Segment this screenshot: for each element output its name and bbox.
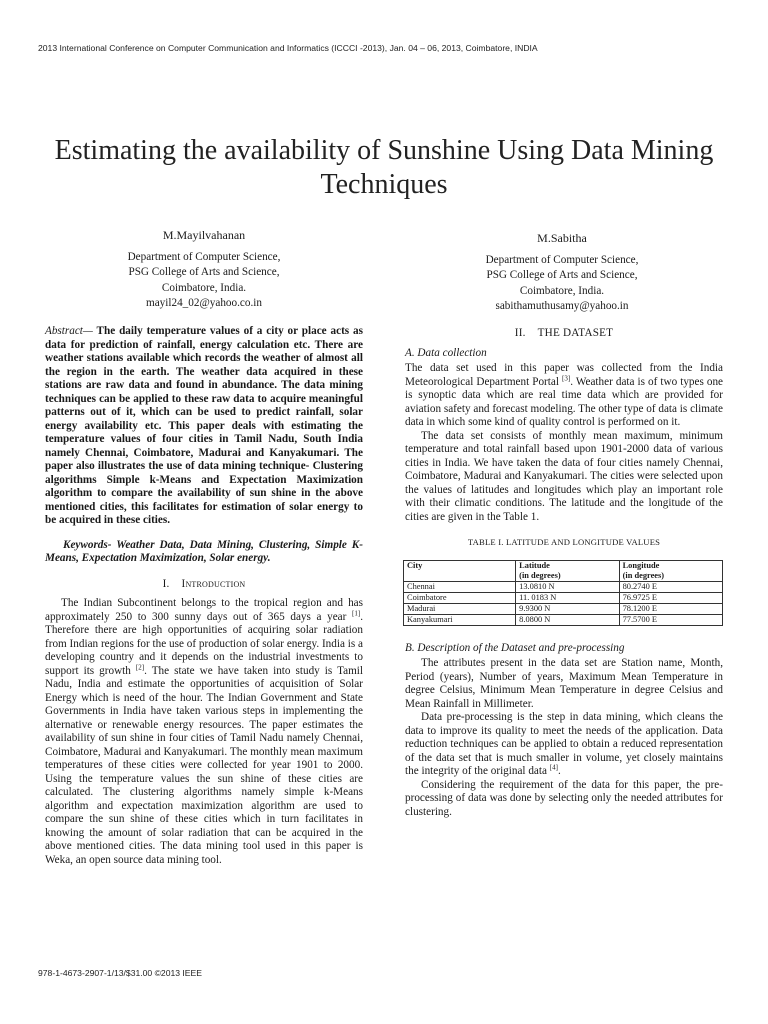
latitude-longitude-table <box>403 560 723 626</box>
table-header-cell: City <box>404 560 516 581</box>
abstract-text: The daily temperature values of a city or place acts as data for prediction of rainfall, energy calculation etc. There are weather stations available which records the weather of almost all the region in the earth. The weather data acquired in these stations are raw data and found in abundance. The data mining techniques can be applied to these raw data to acquire meaningful patterns out of it, which can be used to predict rainfall, solar energy availability etc. This paper deals with estimating the temperature values of four cities in Tamil Nadu, South India namely Chennai, Coimbatore, Madurai and Kanyakumari. The paper also illustrates the use of data mining technique- Clustering algorithms Simple k-Means and Expectation Maximization algorithm to compare the availability of sun shine in the above mentioned cities, this facilitates for estimation of solar energy to be acquired in these cities. <box>45 325 363 526</box>
table-caption: TABLE I. LATITUDE AND LONGITUDE VALUES <box>467 537 661 547</box>
author-name: M.Sabitha <box>537 231 587 245</box>
keywords: Keywords- Weather Data, Data Mining, Clustering, Simple K-Means, Expectation Maximization, Solar energy. <box>45 538 363 564</box>
author-name: M.Mayilvahanan <box>162 228 246 242</box>
abstract <box>45 325 363 528</box>
abstract-label: Abstract— <box>45 325 93 337</box>
subsection-description: B. Description of the Dataset and pre-processing <box>405 641 625 654</box>
table-row: Madurai 9.9300 N 78.1200 E <box>404 603 723 614</box>
subsection-data-collection: A. Data collection <box>405 346 487 359</box>
desc-paragraph-1: The attributes present in the data set are Station name, Month, Period (years), Number of years, Maximum Mean Temperature in degree Celsius, Minimum Mean Temperature in degree Celsius and Mean Rainfall in Millimeter. <box>405 657 723 710</box>
author-block-1 <box>64 228 344 312</box>
table-header-cell: Latitude (in degrees) <box>516 560 619 581</box>
desc-paragraph-3: Considering the requirement of the data for this paper, the pre-processing of data was done by selecting only the needed attributes for clustering. <box>405 778 723 818</box>
citation: [4] <box>549 763 558 772</box>
section-heading-introduction: I. Introduction <box>162 577 246 590</box>
author-college: PSG College of Arts and Science, <box>128 266 280 278</box>
conference-header: 2013 International Conference on Computer Communication and Informatics (ICCCI -2013), Jan. 04 – 06, 2013, Coimbatore, INDIA <box>38 43 538 53</box>
author-city: Coimbatore, India. <box>519 284 605 297</box>
copyright-footer: 978-1-4673-2907-1/13/$31.00 ©2013 IEEE <box>38 968 203 978</box>
left-column <box>45 325 363 867</box>
author-block-2 <box>422 231 702 315</box>
citation: [3] <box>562 373 571 382</box>
author-college: PSG College of Arts and Science, <box>486 269 638 281</box>
author-email: sabithamuthusamy@yahoo.in <box>495 300 629 312</box>
dataset-paragraph-1: The data set used in this paper was collected from the India Meteorological Department Portal [3]. Weather data is of two types one is synoptic data which are real time data which are provided for aviation safety and forecast modeling. The other type of data is climate data in which some kind of quality control is performed on it. <box>405 362 724 428</box>
author-dept: Department of Computer Science, <box>485 253 639 266</box>
right-column <box>405 325 723 819</box>
dataset-paragraph-2: The data set consists of monthly mean maximum, minimum temperature and total rainfall based upon 1901-2000 data of various cities in India. We have taken the data of four cities namely Chennai, Coimbatore, Madurai and Kanyakumari. The cities were selected upon the values of latitudes and longitudes which play an important role with their climatic conditions. The latitude and the longitude of the cities are given in the Table 1. <box>405 429 723 523</box>
author-email: mayil24_02@yahoo.co.in <box>146 297 262 309</box>
section-heading-dataset: II. THE DATASET <box>514 327 614 339</box>
table-row: Chennai 13.0810 N 80.2740 E <box>404 581 723 592</box>
citation: [2] <box>135 662 145 671</box>
author-city: Coimbatore, India. <box>161 281 247 294</box>
author-dept: Department of Computer Science, <box>127 250 281 263</box>
citation: [1] <box>352 608 361 617</box>
table-row: Kanyakumari 8.0800 N 77.5700 E <box>404 614 723 625</box>
intro-paragraph: The Indian Subcontinent belongs to the tropical region and has approximately 250 to 300 sunny days out of 365 days a year [1]. Therefore there are high opportunities of acquiring solar radiation from Indian regions for the use of production of solar energy. India is a developing country and it depends on the industrial investments to support its growth [2]. The state we have taken into study is Tamil Nadu, India and estimate the opportunities of acquisition of Solar Energy which is need of the hour. The Indian Government and State Governments in India have taken various steps in implementing the alternative or renewable energy resources. The paper estimates the availability of sun shine in four cities of Tamil Nadu namely Chennai, Coimbatore, Madurai and Kanyakumari. The monthly mean maximum temperatures of these cities were collected for year 1901 to 2000. Using the temperature values the sun shine of these cities are calculated. The clustering algorithms namely simple k-Means algorithm and expectation maximization algorithm are used to compare the sun shine of these cities which in turn facilitates in knowing the amount of solar radiation that can be acquired in the above mentioned cities. The data mining tool used in this paper is Weka, an open source data mining tool. <box>45 597 363 866</box>
paper-title: Estimating the availability of Sunshine Using Data Mining Techniques <box>54 135 714 200</box>
desc-paragraph-2: Data pre-processing is the step in data mining, which cleans the data to improve its quality to meet the needs of the application. Data reduction techniques can be applied to obtain a reduced representation of the data set that is much smaller in volume, yet closely maintains the integrity of the original data [4]. <box>405 711 723 777</box>
table-header-row <box>404 560 723 581</box>
table-header-cell: Longitude (in degrees) <box>619 560 722 581</box>
table-row: Coimbatore 11. 0183 N 76.9725 E <box>404 592 723 603</box>
